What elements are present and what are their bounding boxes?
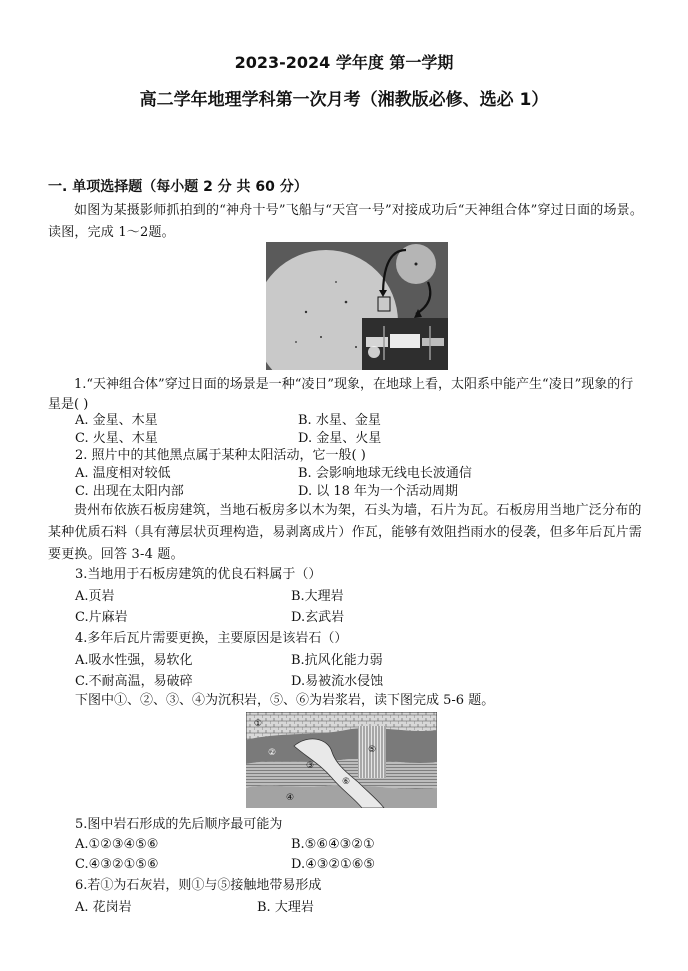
q6-option-a[interactable]: A. 花岗岩	[75, 900, 132, 915]
rock-label-3: ③	[306, 761, 315, 771]
question-2-stem: 2. 照片中的其他黑点属于某种太阳活动，它一般( )	[75, 448, 366, 463]
question-3-stem: 3.当地用于石板房建筑的优良石料属于（）	[75, 567, 322, 582]
intro-paragraph-2: 贵州布依族石板房建筑，当地石板房多以木为架，石头为墙，石片为瓦。石板房用当地广泛分布的某种优质石料（具有薄层状页理构造，易剥离成片）作瓦，能够有效阻挡雨水的侵袭，但多年后瓦片需要更换。回答 3-4 题。	[48, 503, 643, 562]
rock-label-2: ②	[268, 748, 277, 758]
q5-option-d[interactable]: D.④③②①⑥⑤	[291, 857, 376, 872]
intro-paragraph-3: 下图中①、②、③、④为沉积岩，⑤、⑥为岩浆岩，读下图完成 5-6 题。	[75, 693, 495, 708]
rock-label-4: ④	[286, 793, 295, 803]
rock-label-6: ⑥	[342, 777, 351, 787]
intro-paragraph-1: 如图为某摄影师抓拍到的“神舟十号”飞船与“天宫一号”对接成功后“天神组合体”穿过日面的场景。读图，完成 1～2题。	[48, 203, 644, 240]
q5-option-a[interactable]: A.①②③④⑤⑥	[75, 837, 159, 852]
q2-option-a[interactable]: A. 温度相对较低	[75, 466, 171, 481]
exam-title-subject: 高二学年地理学科第一次月考（湘教版必修、选必 1）	[139, 90, 549, 110]
q4-option-c[interactable]: C.不耐高温，易破碎	[75, 674, 193, 689]
q2-option-d[interactable]: D. 以 18 年为一个活动周期	[298, 484, 459, 499]
question-1-stem: 1.“天神组合体”穿过日面的场景是一种“凌日”现象，在地球上看，太阳系中能产生“凌日”现象的行星是( )	[48, 377, 634, 412]
sun-transit-figure	[266, 242, 448, 370]
q3-option-c[interactable]: C.片麻岩	[75, 610, 128, 625]
q3-option-b[interactable]: B.大理岩	[291, 589, 344, 604]
q4-option-d[interactable]: D.易被流水侵蚀	[291, 674, 384, 689]
section-heading: 一. 单项选择题（每小题 2 分 共 60 分）	[48, 179, 308, 195]
question-5-stem: 5.图中岩石形成的先后顺序最可能为	[75, 817, 283, 832]
rock-label-5: ⑤	[368, 745, 377, 755]
q1-option-d[interactable]: D. 金星、火星	[298, 431, 382, 446]
q6-option-b[interactable]: B. 大理岩	[257, 900, 314, 915]
q5-option-c[interactable]: C.④③②①⑤⑥	[75, 857, 159, 872]
q3-option-d[interactable]: D.玄武岩	[291, 610, 345, 625]
q2-option-c[interactable]: C. 出现在太阳内部	[75, 484, 184, 499]
q1-option-c[interactable]: C. 火星、木星	[75, 431, 158, 446]
question-6-stem: 6.若①为石灰岩，则①与⑤接触地带易形成	[75, 878, 322, 893]
q3-option-a[interactable]: A.页岩	[75, 589, 115, 604]
rock-strata-diagram	[246, 712, 437, 808]
q4-option-b[interactable]: B.抗风化能力弱	[291, 653, 383, 668]
q4-option-a[interactable]: A.吸水性强，易软化	[75, 653, 193, 668]
q2-option-b[interactable]: B. 会影响地球无线电长波通信	[298, 466, 472, 481]
question-4-stem: 4.多年后瓦片需要更换，主要原因是该岩石（）	[75, 631, 348, 646]
q5-option-b[interactable]: B.⑤⑥④③②①	[291, 837, 375, 852]
q1-option-a[interactable]: A. 金星、木星	[75, 413, 158, 428]
exam-title-year: 2023-2024 学年度 第一学期	[234, 53, 454, 72]
rock-label-1: ①	[254, 719, 263, 729]
q1-option-b[interactable]: B. 水星、金星	[298, 413, 381, 428]
